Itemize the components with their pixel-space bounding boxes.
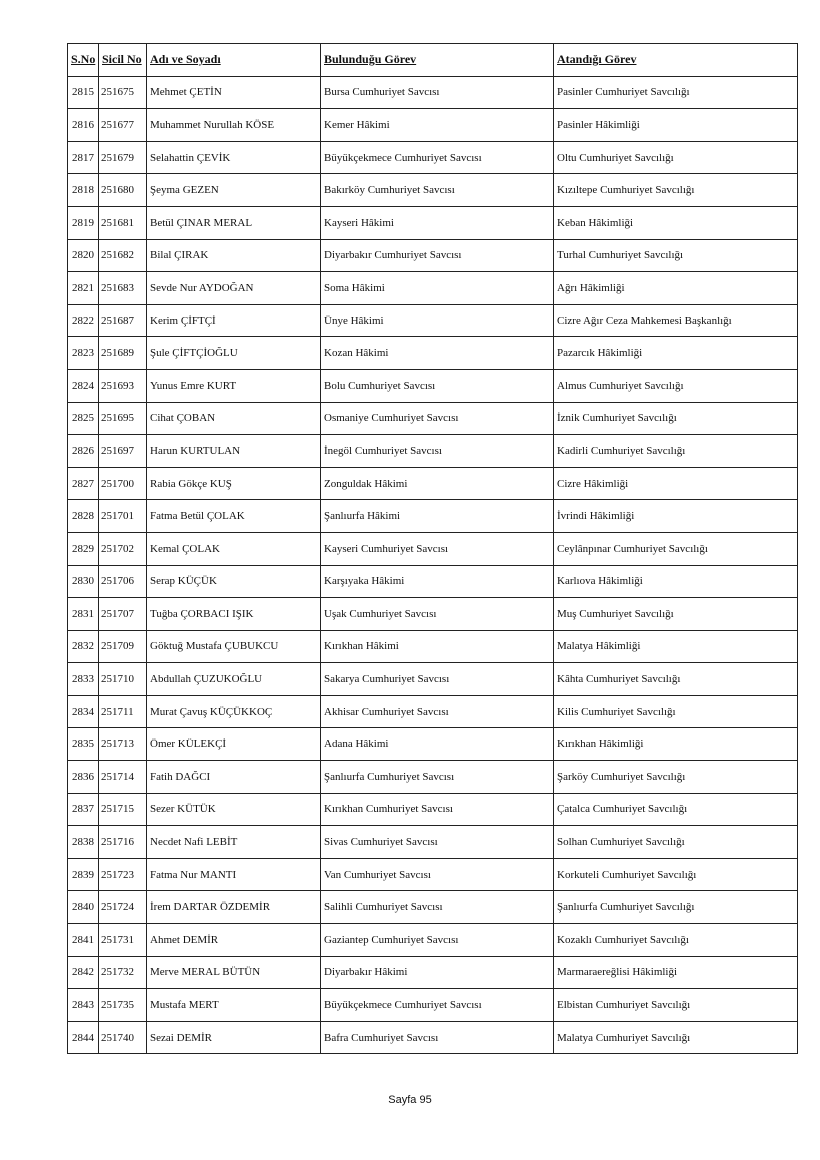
table-row [68, 435, 798, 468]
cell-name: Fatma Nur MANTI [147, 858, 321, 891]
cell-current-post: Diyarbakır Hâkimi [321, 956, 554, 989]
cell-assigned-post: Malatya Hâkimliği [554, 630, 798, 663]
table-row [68, 141, 798, 174]
cell-sicil: 251701 [99, 500, 147, 533]
cell-sno: 2816 [68, 109, 99, 142]
cell-name: Selahattin ÇEVİK [147, 141, 321, 174]
table-body [68, 76, 798, 1054]
cell-sno: 2819 [68, 206, 99, 239]
cell-current-post: Diyarbakır Cumhuriyet Savcısı [321, 239, 554, 272]
cell-name: Göktuğ Mustafa ÇUBUKCU [147, 630, 321, 663]
cell-sicil: 251706 [99, 565, 147, 598]
table-row [68, 630, 798, 663]
cell-assigned-post: Karlıova Hâkimliği [554, 565, 798, 598]
table-row [68, 337, 798, 370]
header-name: Adı ve Soyadı [147, 44, 321, 77]
table-row [68, 924, 798, 957]
table-row [68, 826, 798, 859]
cell-assigned-post: Pazarcık Hâkimliği [554, 337, 798, 370]
cell-name: Necdet Nafi LEBİT [147, 826, 321, 859]
cell-sno: 2832 [68, 630, 99, 663]
cell-name: Muhammet Nurullah KÖSE [147, 109, 321, 142]
table-row [68, 500, 798, 533]
table-row [68, 989, 798, 1022]
cell-assigned-post: Pasinler Hâkimliği [554, 109, 798, 142]
cell-current-post: Sivas Cumhuriyet Savcısı [321, 826, 554, 859]
cell-name: Serap KÜÇÜK [147, 565, 321, 598]
cell-name: Şule ÇİFTÇİOĞLU [147, 337, 321, 370]
table-row [68, 272, 798, 305]
cell-current-post: Ünye Hâkimi [321, 304, 554, 337]
cell-current-post: Kozan Hâkimi [321, 337, 554, 370]
table-row [68, 695, 798, 728]
cell-assigned-post: Cizre Ağır Ceza Mahkemesi Başkanlığı [554, 304, 798, 337]
cell-name: Betül ÇINAR MERAL [147, 206, 321, 239]
cell-assigned-post: İvrindi Hâkimliği [554, 500, 798, 533]
cell-sicil: 251677 [99, 109, 147, 142]
cell-name: Şeyma GEZEN [147, 174, 321, 207]
cell-sno: 2836 [68, 761, 99, 794]
cell-assigned-post: Kilis Cumhuriyet Savcılığı [554, 695, 798, 728]
cell-name: Merve MERAL BÜTÜN [147, 956, 321, 989]
cell-sicil: 251735 [99, 989, 147, 1022]
table-row [68, 728, 798, 761]
cell-sno: 2815 [68, 76, 99, 109]
cell-sicil: 251711 [99, 695, 147, 728]
cell-sno: 2843 [68, 989, 99, 1022]
cell-sicil: 251713 [99, 728, 147, 761]
cell-sicil: 251707 [99, 598, 147, 631]
header-sno: S.No [68, 44, 99, 77]
cell-assigned-post: İznik Cumhuriyet Savcılığı [554, 402, 798, 435]
cell-assigned-post: Malatya Cumhuriyet Savcılığı [554, 1021, 798, 1054]
cell-sicil: 251695 [99, 402, 147, 435]
cell-name: İrem DARTAR ÖZDEMİR [147, 891, 321, 924]
cell-current-post: Bakırköy Cumhuriyet Savcısı [321, 174, 554, 207]
cell-assigned-post: Turhal Cumhuriyet Savcılığı [554, 239, 798, 272]
table-row [68, 467, 798, 500]
cell-name: Yunus Emre KURT [147, 369, 321, 402]
cell-assigned-post: Muş Cumhuriyet Savcılığı [554, 598, 798, 631]
cell-name: Bilal ÇIRAK [147, 239, 321, 272]
cell-sicil: 251697 [99, 435, 147, 468]
cell-sno: 2839 [68, 858, 99, 891]
cell-current-post: Gaziantep Cumhuriyet Savcısı [321, 924, 554, 957]
cell-current-post: Büyükçekmece Cumhuriyet Savcısı [321, 141, 554, 174]
cell-sno: 2833 [68, 663, 99, 696]
table-row [68, 206, 798, 239]
cell-sicil: 251723 [99, 858, 147, 891]
table-row [68, 858, 798, 891]
cell-sicil: 251715 [99, 793, 147, 826]
cell-name: Mustafa MERT [147, 989, 321, 1022]
cell-current-post: Bursa Cumhuriyet Savcısı [321, 76, 554, 109]
cell-sno: 2844 [68, 1021, 99, 1054]
cell-sicil: 251700 [99, 467, 147, 500]
cell-name: Sezer KÜTÜK [147, 793, 321, 826]
cell-name: Sevde Nur AYDOĞAN [147, 272, 321, 305]
table-row [68, 956, 798, 989]
cell-sicil: 251682 [99, 239, 147, 272]
cell-current-post: Adana Hâkimi [321, 728, 554, 761]
cell-current-post: Kırıkhan Cumhuriyet Savcısı [321, 793, 554, 826]
table-row [68, 891, 798, 924]
cell-sno: 2824 [68, 369, 99, 402]
cell-sno: 2827 [68, 467, 99, 500]
cell-sicil: 251740 [99, 1021, 147, 1054]
cell-name: Fatma Betül ÇOLAK [147, 500, 321, 533]
cell-name: Ahmet DEMİR [147, 924, 321, 957]
cell-sicil: 251675 [99, 76, 147, 109]
cell-sicil: 251732 [99, 956, 147, 989]
cell-name: Mehmet ÇETİN [147, 76, 321, 109]
cell-current-post: Kayseri Hâkimi [321, 206, 554, 239]
cell-assigned-post: Kâhta Cumhuriyet Savcılığı [554, 663, 798, 696]
cell-sno: 2817 [68, 141, 99, 174]
cell-current-post: Bafra Cumhuriyet Savcısı [321, 1021, 554, 1054]
cell-sno: 2842 [68, 956, 99, 989]
cell-assigned-post: Marmaraereğlisi Hâkimliği [554, 956, 798, 989]
cell-sicil: 251714 [99, 761, 147, 794]
cell-sicil: 251687 [99, 304, 147, 337]
cell-current-post: Van Cumhuriyet Savcısı [321, 858, 554, 891]
cell-current-post: Şanlıurfa Hâkimi [321, 500, 554, 533]
page-number: Sayfa 95 [388, 1094, 432, 1106]
cell-assigned-post: Çatalca Cumhuriyet Savcılığı [554, 793, 798, 826]
cell-assigned-post: Elbistan Cumhuriyet Savcılığı [554, 989, 798, 1022]
table-row [68, 565, 798, 598]
table-row [68, 76, 798, 109]
cell-sno: 2828 [68, 500, 99, 533]
cell-assigned-post: Cizre Hâkimliği [554, 467, 798, 500]
cell-current-post: Akhisar Cumhuriyet Savcısı [321, 695, 554, 728]
cell-current-post: Soma Hâkimi [321, 272, 554, 305]
cell-name: Kemal ÇOLAK [147, 532, 321, 565]
cell-sicil: 251689 [99, 337, 147, 370]
cell-sicil: 251710 [99, 663, 147, 696]
cell-current-post: Kırıkhan Hâkimi [321, 630, 554, 663]
cell-assigned-post: Kozaklı Cumhuriyet Savcılığı [554, 924, 798, 957]
cell-name: Rabia Gökçe KUŞ [147, 467, 321, 500]
cell-current-post: Salihli Cumhuriyet Savcısı [321, 891, 554, 924]
table-row [68, 239, 798, 272]
table-row [68, 793, 798, 826]
cell-sno: 2825 [68, 402, 99, 435]
cell-sicil: 251681 [99, 206, 147, 239]
cell-sicil: 251693 [99, 369, 147, 402]
cell-current-post: Kemer Hâkimi [321, 109, 554, 142]
cell-sno: 2820 [68, 239, 99, 272]
cell-current-post: Zonguldak Hâkimi [321, 467, 554, 500]
cell-current-post: Sakarya Cumhuriyet Savcısı [321, 663, 554, 696]
table-row [68, 1021, 798, 1054]
cell-sicil: 251680 [99, 174, 147, 207]
cell-assigned-post: Ağrı Hâkimliği [554, 272, 798, 305]
cell-sno: 2822 [68, 304, 99, 337]
table-row [68, 304, 798, 337]
cell-assigned-post: Keban Hâkimliği [554, 206, 798, 239]
cell-name: Cihat ÇOBAN [147, 402, 321, 435]
cell-sno: 2829 [68, 532, 99, 565]
header-assigned-post: Atandığı Görev [554, 44, 798, 77]
cell-name: Kerim ÇİFTÇİ [147, 304, 321, 337]
cell-sicil: 251724 [99, 891, 147, 924]
cell-sicil: 251731 [99, 924, 147, 957]
cell-assigned-post: Şarköy Cumhuriyet Savcılığı [554, 761, 798, 794]
cell-current-post: Osmaniye Cumhuriyet Savcısı [321, 402, 554, 435]
cell-sno: 2841 [68, 924, 99, 957]
cell-name: Abdullah ÇUZUKOĞLU [147, 663, 321, 696]
cell-sno: 2830 [68, 565, 99, 598]
cell-name: Sezai DEMİR [147, 1021, 321, 1054]
cell-assigned-post: Kızıltepe Cumhuriyet Savcılığı [554, 174, 798, 207]
table-row [68, 532, 798, 565]
cell-sno: 2838 [68, 826, 99, 859]
table-row [68, 369, 798, 402]
cell-name: Fatih DAĞCI [147, 761, 321, 794]
cell-name: Tuğba ÇORBACI IŞIK [147, 598, 321, 631]
cell-sno: 2826 [68, 435, 99, 468]
cell-current-post: Uşak Cumhuriyet Savcısı [321, 598, 554, 631]
cell-assigned-post: Ceylânpınar Cumhuriyet Savcılığı [554, 532, 798, 565]
table-header-row [68, 44, 798, 77]
cell-sno: 2834 [68, 695, 99, 728]
cell-sno: 2840 [68, 891, 99, 924]
cell-current-post: Karşıyaka Hâkimi [321, 565, 554, 598]
cell-sno: 2835 [68, 728, 99, 761]
header-sicil: Sicil No [99, 44, 147, 77]
cell-assigned-post: Korkuteli Cumhuriyet Savcılığı [554, 858, 798, 891]
table-row [68, 174, 798, 207]
cell-sicil: 251683 [99, 272, 147, 305]
cell-current-post: Büyükçekmece Cumhuriyet Savcısı [321, 989, 554, 1022]
cell-name: Harun KURTULAN [147, 435, 321, 468]
cell-assigned-post: Oltu Cumhuriyet Savcılığı [554, 141, 798, 174]
cell-sno: 2837 [68, 793, 99, 826]
cell-assigned-post: Şanlıurfa Cumhuriyet Savcılığı [554, 891, 798, 924]
table-row [68, 109, 798, 142]
cell-assigned-post: Pasinler Cumhuriyet Savcılığı [554, 76, 798, 109]
cell-assigned-post: Kırıkhan Hâkimliği [554, 728, 798, 761]
cell-sicil: 251679 [99, 141, 147, 174]
cell-sno: 2818 [68, 174, 99, 207]
cell-current-post: Şanlıurfa Cumhuriyet Savcısı [321, 761, 554, 794]
table-row [68, 663, 798, 696]
cell-current-post: Kayseri Cumhuriyet Savcısı [321, 532, 554, 565]
table-row [68, 598, 798, 631]
table-row [68, 761, 798, 794]
table-row [68, 402, 798, 435]
appointment-table [67, 43, 798, 1054]
cell-current-post: Bolu Cumhuriyet Savcısı [321, 369, 554, 402]
cell-name: Murat Çavuş KÜÇÜKKOÇ [147, 695, 321, 728]
cell-sno: 2831 [68, 598, 99, 631]
cell-assigned-post: Almus Cumhuriyet Savcılığı [554, 369, 798, 402]
cell-sno: 2821 [68, 272, 99, 305]
header-current-post: Bulunduğu Görev [321, 44, 554, 77]
cell-current-post: İnegöl Cumhuriyet Savcısı [321, 435, 554, 468]
cell-assigned-post: Solhan Cumhuriyet Savcılığı [554, 826, 798, 859]
cell-sicil: 251709 [99, 630, 147, 663]
cell-assigned-post: Kadirli Cumhuriyet Savcılığı [554, 435, 798, 468]
cell-name: Ömer KÜLEKÇİ [147, 728, 321, 761]
cell-sno: 2823 [68, 337, 99, 370]
cell-sicil: 251702 [99, 532, 147, 565]
cell-sicil: 251716 [99, 826, 147, 859]
